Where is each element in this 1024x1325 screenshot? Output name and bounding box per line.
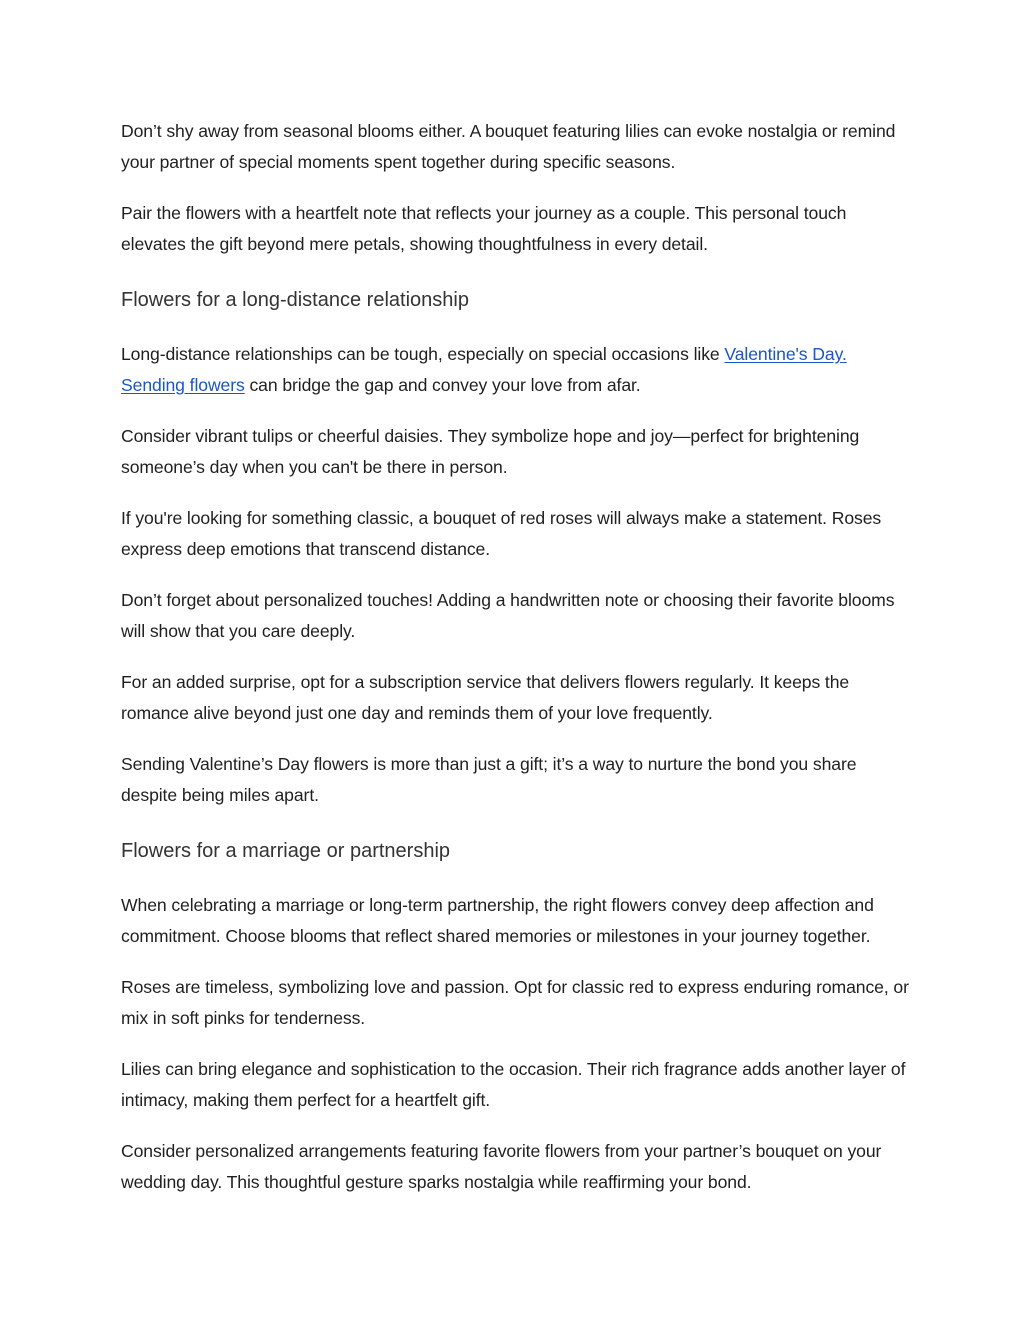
paragraph-lilies-elegance: Lilies can bring elegance and sophistication to the occasion. Their rich fragrance adds another layer of intimacy, making them perfect for a heartfelt gift. bbox=[121, 1059, 906, 1110]
paragraph-text: Long-distance relationships can be tough, especially on special occasions like bbox=[121, 344, 725, 364]
heading-long-distance: Flowers for a long-distance relationship bbox=[121, 289, 469, 311]
valentines-day-link[interactable]: Valentine's Day. bbox=[724, 344, 847, 364]
paragraph-seasonal-blooms: Don’t shy away from seasonal blooms either. A bouquet featuring lilies can evoke nostalgia or remind your partner of special moments spent together during specific seasons. bbox=[121, 121, 896, 172]
paragraph-wedding-bouquet: Consider personalized arrangements featuring favorite flowers from your partner’s bouquet on your wedding day. This thoughtful gesture sparks nostalgia while reaffirming your bond. bbox=[121, 1141, 882, 1192]
paragraph-nurture-bond: Sending Valentine’s Day flowers is more than just a gift; it’s a way to nurture the bond you share despite being miles apart. bbox=[121, 754, 857, 805]
paragraph-text: can bridge the gap and convey your love from afar. bbox=[244, 375, 641, 395]
sending-flowers-link[interactable]: Sending flowers bbox=[121, 375, 245, 395]
paragraph-heartfelt-note: Pair the flowers with a heartfelt note that reflects your journey as a couple. This personal touch elevates the gift beyond mere petals, showing thoughtfulness in every detail. bbox=[121, 203, 847, 254]
paragraph-long-distance-intro bbox=[121, 339, 911, 401]
paragraph-red-roses: If you're looking for something classic, a bouquet of red roses will always make a statement. Roses express deep emotions that transcend distance. bbox=[121, 508, 882, 559]
paragraph-tulips-daisies: Consider vibrant tulips or cheerful daisies. They symbolize hope and joy—perfect for brightening someone’s day when you can't be there in person. bbox=[121, 426, 860, 477]
paragraph-marriage-intro: When celebrating a marriage or long-term partnership, the right flowers convey deep affection and commitment. Choose blooms that reflect shared memories or milestones in your journey together. bbox=[121, 895, 874, 946]
paragraph-roses-timeless: Roses are timeless, symbolizing love and passion. Opt for classic red to express enduring romance, or mix in soft pinks for tenderness. bbox=[121, 977, 909, 1028]
paragraph-personalized-touches: Don’t forget about personalized touches! Adding a handwritten note or choosing their favorite blooms will show that you care deeply. bbox=[121, 590, 895, 641]
heading-marriage-partnership: Flowers for a marriage or partnership bbox=[121, 840, 451, 862]
paragraph-subscription: For an added surprise, opt for a subscription service that delivers flowers regularly. It keeps the romance alive beyond just one day and reminds them of your love frequently. bbox=[121, 672, 850, 723]
document-page bbox=[121, 116, 911, 1218]
